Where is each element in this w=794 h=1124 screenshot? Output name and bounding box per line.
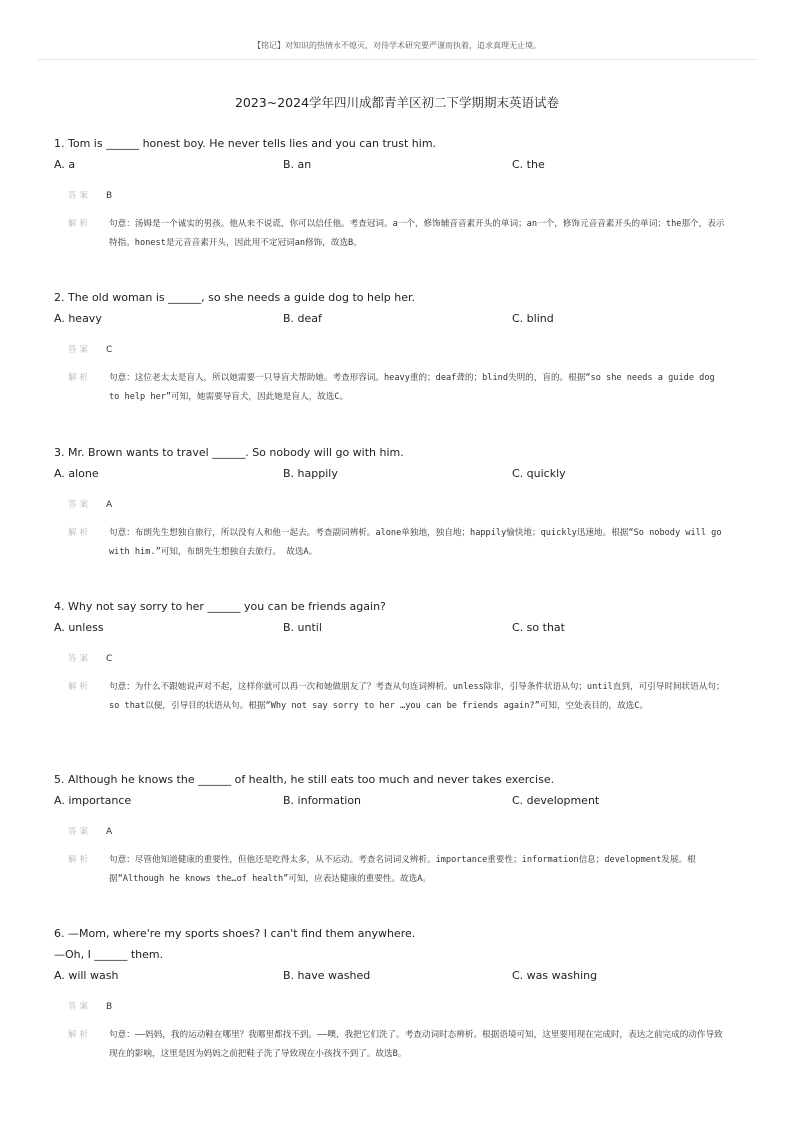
option-a: A. unless: [54, 621, 104, 634]
answer-row: [54, 652, 744, 666]
option-c: C. was washing: [512, 969, 598, 982]
page-title: 2023~2024学年四川成都青羊区初二下学期期末英语试卷: [234, 95, 560, 110]
explanation-row: [54, 678, 744, 715]
question-stem: 3. Mr. Brown wants to travel ______. So nobody will go with him.: [54, 446, 404, 459]
question-stem: 5. Although he knows the ______ of health, he still eats too much and never takes exercise.: [54, 773, 555, 786]
answer-row: [54, 189, 744, 203]
header-divider: [38, 59, 756, 60]
explanation-label: 解析: [68, 1030, 92, 1040]
option-c: C. blind: [512, 312, 554, 325]
answer-label: 答案: [68, 191, 92, 201]
question-stem: 2. The old woman is ______, so she needs a guide dog to help her.: [54, 291, 416, 304]
explanation-text: 句意：为什么不跟她说声对不起，这样你就可以再一次和她做朋友了？考查从句连词辨析。unless除非，引导条件状语从句；until直到，可引导时间状语从句；so that以便，引导目的状语从句。根据“Why not say sorry to her …you can be friends again?”可知，空处表目的，故选C。: [109, 682, 725, 711]
answer-value: C: [106, 345, 113, 355]
explanation-label: 解析: [68, 682, 92, 692]
option-a: A. importance: [54, 794, 132, 807]
answer-value: B: [106, 1002, 113, 1012]
answer-value: A: [106, 827, 113, 837]
answer-value: B: [106, 191, 113, 201]
question-stem: —Oh, I ______ them.: [54, 948, 164, 961]
question-3: [54, 442, 744, 561]
question-stem: 6. —Mom, where're my sports shoes? I can't find them anywhere.: [54, 927, 416, 940]
question-1: [54, 133, 744, 252]
answer-value: A: [106, 500, 113, 510]
answer-label: 答案: [68, 1002, 92, 1012]
question-stem: 1. Tom is ______ honest boy. He never tells lies and you can trust him.: [54, 137, 437, 150]
explanation-text: 句意：这位老太太是盲人，所以她需要一只导盲犬帮助她。考查形容词。heavy重的；deaf聋的；blind失明的，盲的。根据“so she needs a guide dog to help her”可知，她需要导盲犬，因此她是盲人，故选C。: [109, 373, 715, 402]
explanation-label: 解析: [68, 219, 92, 229]
option-b: B. an: [283, 158, 312, 171]
option-row: [54, 463, 744, 484]
answer-label: 答案: [68, 345, 92, 355]
option-b: B. have washed: [283, 969, 371, 982]
explanation-label: 解析: [68, 528, 92, 538]
option-a: A. a: [54, 158, 76, 171]
option-row: [54, 617, 744, 638]
option-b: B. until: [283, 621, 322, 634]
option-b: B. happily: [283, 467, 338, 480]
answer-row: [54, 1000, 744, 1014]
explanation-row: [54, 524, 744, 561]
question-6: [54, 923, 744, 1063]
option-row: [54, 790, 744, 811]
question-2: [54, 287, 744, 406]
option-b: B. information: [283, 794, 362, 807]
answer-row: [54, 498, 744, 512]
option-b: B. deaf: [283, 312, 322, 325]
answer-row: [54, 343, 744, 357]
option-c: C. so that: [512, 621, 565, 634]
option-c: C. the: [512, 158, 545, 171]
question-5: [54, 769, 744, 888]
explanation-row: [54, 851, 744, 888]
explanation-row: [54, 369, 744, 406]
explanation-label: 解析: [68, 855, 92, 865]
question-stem: 4. Why not say sorry to her ______ you can be friends again?: [54, 600, 386, 613]
top-note: 【铭记】对知识的热情永不熄灭，对待学术研究要严谨而执着，追求真理无止境。: [253, 41, 541, 50]
explanation-row: [54, 1026, 744, 1063]
explanation-row: [54, 215, 744, 252]
option-c: C. quickly: [512, 467, 566, 480]
answer-label: 答案: [68, 827, 92, 837]
explanation-text: 句意：尽管他知道健康的重要性，但他还是吃得太多，从不运动。考查名词词义辨析。importance重要性；information信息；development发展。根据“Although he knows the…of health”可知，应表达健康的重要性。故选A。: [109, 855, 696, 884]
option-row: [54, 965, 744, 986]
answer-label: 答案: [68, 654, 92, 664]
option-row: [54, 308, 744, 329]
option-a: A. alone: [54, 467, 99, 480]
option-a: A. heavy: [54, 312, 102, 325]
explanation-text: 句意：——妈妈，我的运动鞋在哪里？我哪里都找不到。——噢，我把它们洗了。考查动词时态辨析。根据语境可知，这里要用现在完成时，表达之前完成的动作导致现在的影响，这里是因为妈妈之前把鞋子洗了导致现在小孩找不到了。故选B。: [109, 1030, 723, 1059]
answer-row: [54, 825, 744, 839]
option-c: C. development: [512, 794, 600, 807]
answer-value: C: [106, 654, 113, 664]
explanation-label: 解析: [68, 373, 92, 383]
answer-label: 答案: [68, 500, 92, 510]
option-row: [54, 154, 744, 175]
explanation-text: 句意：汤姆是一个诚实的男孩。他从来不说谎，你可以信任他。考查冠词。a一个，修饰辅音音素开头的单词；an一个，修饰元音音素开头的单词；the那个，表示特指。honest是元音音素开头，因此用不定冠词an修饰，故选B。: [109, 219, 725, 248]
question-4: [54, 596, 744, 715]
option-a: A. will wash: [54, 969, 119, 982]
explanation-text: 句意：布朗先生想独自旅行，所以没有人和他一起去。考查副词辨析。alone单独地，独自地；happily愉快地；quickly迅速地。根据“So nobody will go with him.”可知，布朗先生想独自去旅行。 故选A。: [109, 528, 722, 557]
